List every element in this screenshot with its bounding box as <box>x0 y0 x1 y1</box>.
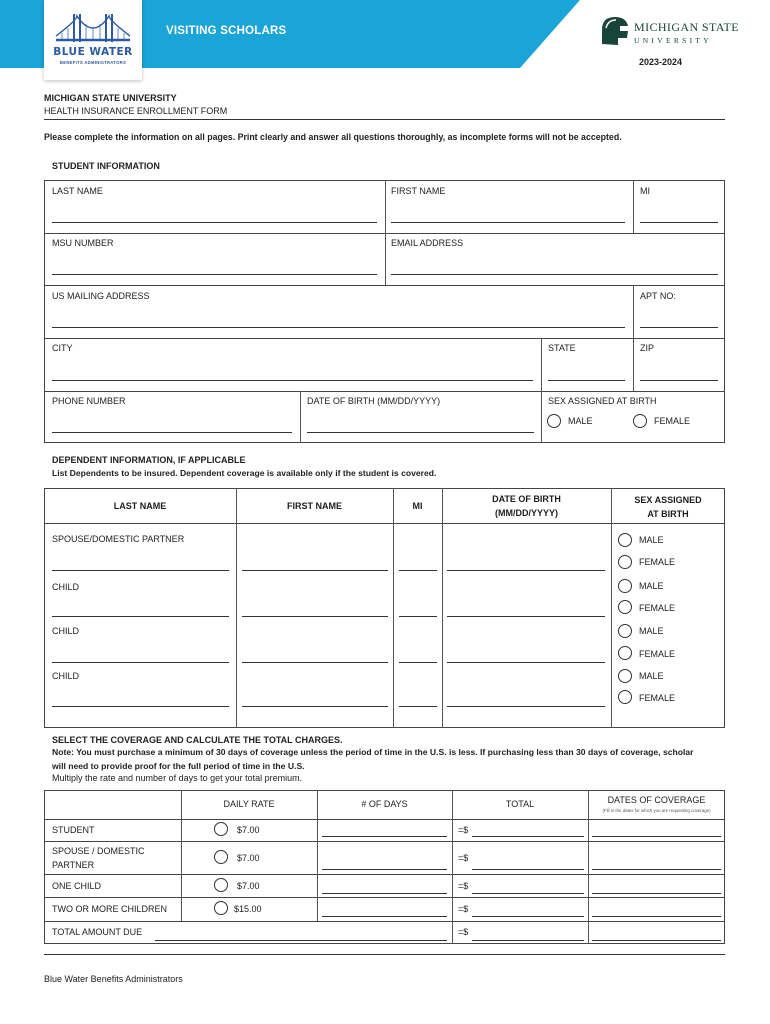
col-dates-sub: (Fill in the dates for which you are requesting coverage) <box>602 808 711 813</box>
university-name: MICHIGAN STATE UNIVERSITY <box>44 93 177 103</box>
dob-label: DATE OF BIRTH (MM/DD/YYYY) <box>307 396 441 406</box>
mailing-address-field[interactable] <box>52 327 625 328</box>
days-field[interactable] <box>322 893 447 894</box>
academic-year: 2023-2024 <box>639 57 683 67</box>
dependent-dob-field[interactable] <box>447 570 605 571</box>
dependent-first-name-field[interactable] <box>242 570 388 571</box>
col-divider <box>317 790 318 921</box>
dependent-male-label: MALE <box>639 535 664 545</box>
mailing-address-label: US MAILING ADDRESS <box>52 291 150 301</box>
coverage-row-label: ONE CHILD <box>52 881 102 891</box>
total-due-eq: =$ <box>458 927 469 937</box>
dependent-first-name-field[interactable] <box>242 706 388 707</box>
col-divider <box>442 488 443 728</box>
coverage-student-radio[interactable] <box>214 822 228 836</box>
coverage-rate: $15.00 <box>234 904 262 914</box>
dependent-dob-field[interactable] <box>447 662 605 663</box>
dependent-row-label: CHILD <box>52 671 80 681</box>
row-divider <box>44 841 725 842</box>
dependent-female-label: FEMALE <box>639 649 676 659</box>
col-first-name: FIRST NAME <box>287 501 342 511</box>
multiply-instruction: Multiply the rate and number of days to get your total premium. <box>52 773 303 783</box>
mi-field[interactable] <box>640 222 718 223</box>
zip-label: ZIP <box>640 343 655 353</box>
email-label: EMAIL ADDRESS <box>391 238 464 248</box>
dependent-first-name-field[interactable] <box>242 616 388 617</box>
email-field[interactable] <box>391 274 718 275</box>
phone-label: PHONE NUMBER <box>52 396 126 406</box>
dependent-first-name-field[interactable] <box>242 662 388 663</box>
student-male-label: MALE <box>568 416 593 426</box>
logo-subtitle: BENEFITS ADMINISTRATORS <box>59 60 127 65</box>
first-name-label: FIRST NAME <box>391 186 446 196</box>
dependent-female-label: FEMALE <box>639 603 676 613</box>
col-dob-format: (MM/DD/YYYY) <box>495 508 558 518</box>
zip-field[interactable] <box>640 380 718 381</box>
total-field[interactable] <box>472 836 584 837</box>
total-amount-due-field[interactable] <box>155 940 447 941</box>
coverage-one-child-radio[interactable] <box>214 878 228 892</box>
first-name-field[interactable] <box>391 222 625 223</box>
total-eq: =$ <box>458 904 469 914</box>
msu-logo-name: MICHIGAN STATE <box>634 20 739 34</box>
coverage-rate: $7.00 <box>237 853 260 863</box>
form-title: HEALTH INSURANCE ENROLLMENT FORM <box>44 106 228 116</box>
total-eq: =$ <box>458 825 469 835</box>
student-section-title: STUDENT INFORMATION <box>52 161 160 171</box>
mi-label: MI <box>640 186 650 196</box>
dependent-female-radio[interactable] <box>618 646 632 660</box>
city-label: CITY <box>52 343 73 353</box>
dependent-last-name-field[interactable] <box>52 662 229 663</box>
col-daily-rate: DAILY RATE <box>223 799 275 809</box>
dependent-male-radio[interactable] <box>618 533 632 547</box>
dependent-male-label: MALE <box>639 581 664 591</box>
dependent-row-label: SPOUSE/DOMESTIC PARTNER <box>52 534 185 544</box>
coverage-two-children-radio[interactable] <box>214 901 228 915</box>
dependent-male-radio[interactable] <box>618 624 632 638</box>
dates-field[interactable] <box>592 916 721 917</box>
total-due-dates-field[interactable] <box>592 940 721 941</box>
dependent-male-label: MALE <box>639 671 664 681</box>
phone-field[interactable] <box>52 432 292 433</box>
total-field[interactable] <box>472 916 584 917</box>
dependent-note: List Dependents to be insured. Dependent coverage is available only if the student is covered. <box>52 468 437 478</box>
footer-text: Blue Water Benefits Administrators <box>44 974 183 984</box>
total-field[interactable] <box>472 893 584 894</box>
col-divider <box>181 790 182 921</box>
header-divider <box>44 523 725 524</box>
row-divider <box>44 285 725 286</box>
dates-field[interactable] <box>592 893 721 894</box>
coverage-rate: $7.00 <box>237 881 260 891</box>
dependent-male-radio[interactable] <box>618 669 632 683</box>
logo-name: BLUE WATER <box>53 46 133 58</box>
days-field[interactable] <box>322 836 447 837</box>
col-days: # OF DAYS <box>361 799 408 809</box>
coverage-spouse-radio[interactable] <box>214 850 228 864</box>
last-name-field[interactable] <box>52 222 377 223</box>
dependent-mi-field[interactable] <box>399 706 437 707</box>
last-name-label: LAST NAME <box>52 186 103 196</box>
msu-number-field[interactable] <box>52 274 377 275</box>
dependent-section-title: DEPENDENT INFORMATION, IF APPLICABLE <box>52 455 246 465</box>
dates-field[interactable] <box>592 836 721 837</box>
dependent-row-label: CHILD <box>52 582 80 592</box>
dob-field[interactable] <box>307 432 534 433</box>
banner-title: VISITING SCHOLARS <box>166 25 287 37</box>
coverage-rate: $7.00 <box>237 825 260 835</box>
col-dates: DATES OF COVERAGE <box>607 795 706 805</box>
days-field[interactable] <box>322 916 447 917</box>
dependent-mi-field[interactable] <box>399 616 437 617</box>
spartan-helmet-icon <box>598 14 630 48</box>
total-amount-due-label: TOTAL AMOUNT DUE <box>52 927 143 937</box>
dependent-last-name-field[interactable] <box>52 706 229 707</box>
coverage-row-label: TWO OR MORE CHILDREN <box>52 904 168 914</box>
col-divider <box>588 790 589 944</box>
coverage-note: Note: You must purchase a minimum of 30 days of coverage unless the period of time in the U.S. is less. If purchasing less than 30 days of coverage, scholar will need to provide proof for the full period of time in the U.S. <box>52 747 694 771</box>
col-divider <box>385 180 386 285</box>
row-divider <box>44 819 725 820</box>
dependent-female-label: FEMALE <box>639 693 676 703</box>
col-sex: SEX ASSIGNED <box>634 495 702 505</box>
col-divider <box>541 338 542 443</box>
row-divider <box>44 391 725 392</box>
col-divider <box>300 391 301 443</box>
row-divider <box>44 338 725 339</box>
total-eq: =$ <box>458 853 469 863</box>
city-field[interactable] <box>52 380 533 381</box>
student-female-radio[interactable] <box>633 414 647 428</box>
col-sex-line2: AT BIRTH <box>647 509 689 519</box>
dependent-dob-field[interactable] <box>447 616 605 617</box>
days-field[interactable] <box>322 869 447 870</box>
apt-no-label: APT NO: <box>640 291 676 301</box>
dependent-female-radio[interactable] <box>618 600 632 614</box>
coverage-row-label-line2: PARTNER <box>52 860 95 870</box>
sex-label: SEX ASSIGNED AT BIRTH <box>548 396 657 406</box>
col-divider <box>236 488 237 728</box>
student-male-radio[interactable] <box>547 414 561 428</box>
col-dob: DATE OF BIRTH <box>492 494 561 504</box>
col-divider <box>452 790 453 944</box>
total-due-value-field[interactable] <box>472 940 584 941</box>
msu-logo-university: UNIVERSITY <box>634 36 712 45</box>
state-field[interactable] <box>548 380 625 381</box>
col-total: TOTAL <box>505 799 535 809</box>
total-field[interactable] <box>472 869 584 870</box>
col-last-name: LAST NAME <box>113 501 167 511</box>
dependent-female-radio[interactable] <box>618 555 632 569</box>
col-divider <box>393 488 394 728</box>
dependent-row-label: CHILD <box>52 626 80 636</box>
footer-divider <box>44 954 725 955</box>
coverage-row-label: STUDENT <box>52 825 95 835</box>
student-female-label: FEMALE <box>654 416 691 426</box>
col-divider <box>611 488 612 728</box>
dates-field[interactable] <box>592 869 721 870</box>
dependent-last-name-field[interactable] <box>52 570 229 571</box>
row-divider <box>44 921 725 922</box>
state-label: STATE <box>548 343 576 353</box>
col-mi: MI <box>412 501 423 511</box>
dependent-male-label: MALE <box>639 626 664 636</box>
apt-no-field[interactable] <box>640 327 718 328</box>
msu-number-label: MSU NUMBER <box>52 238 114 248</box>
dependent-male-radio[interactable] <box>618 579 632 593</box>
divider <box>44 119 725 120</box>
coverage-row-label: SPOUSE / DOMESTIC <box>52 846 145 856</box>
dependent-dob-field[interactable] <box>447 706 605 707</box>
dependent-mi-field[interactable] <box>399 570 437 571</box>
coverage-section-title: SELECT THE COVERAGE AND CALCULATE THE TOTAL CHARGES. <box>52 735 343 745</box>
instructions: Please complete the information on all pages. Print clearly and answer all questions thoroughly, as incomplete forms will not be accepted. <box>44 132 622 142</box>
row-divider <box>44 874 725 875</box>
dependent-last-name-field[interactable] <box>52 616 229 617</box>
row-divider <box>44 897 725 898</box>
dependent-female-label: FEMALE <box>639 557 676 567</box>
dependent-female-radio[interactable] <box>618 690 632 704</box>
dependent-mi-field[interactable] <box>399 662 437 663</box>
blue-water-logo <box>44 0 142 80</box>
bridge-icon <box>44 0 142 80</box>
col-divider <box>633 285 634 391</box>
col-divider <box>633 180 634 233</box>
total-eq: =$ <box>458 881 469 891</box>
